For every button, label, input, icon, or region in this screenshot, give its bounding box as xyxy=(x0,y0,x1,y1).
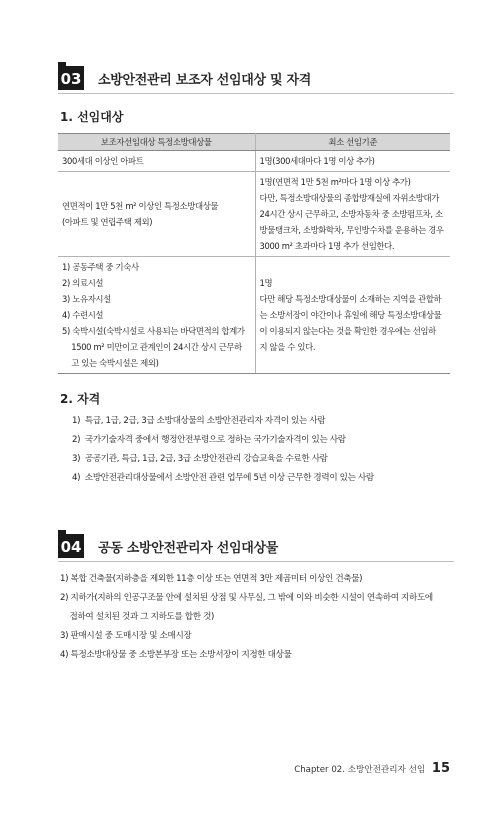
cell-text: 다만 해당 특정소방대상물이 소재하는 지역을 관할하 xyxy=(259,294,442,304)
table-cell xyxy=(255,172,450,257)
qualification-list xyxy=(72,412,374,488)
section-04-header xyxy=(58,534,454,562)
list-item: 4) 소방안전관리대상물에서 소방안전 관련 업무에 5년 이상 근무한 경력이 있는 사람 xyxy=(72,473,374,483)
chapter-label: Chapter 02. 소방안전관리자 선임 xyxy=(294,765,426,775)
list-item: 2) 국가기술자격 중에서 행정안전부령으로 정하는 국가기술자격이 있는 사람 xyxy=(72,435,346,445)
cell-text: 3) 노유자시설 xyxy=(62,294,111,304)
cell-text: 1명(연면적 1만 5천 m²마다 1명 이상 추가) xyxy=(259,177,411,187)
sub-heading-appointment-targets: 1. 선임대상 xyxy=(60,110,124,124)
appointment-table xyxy=(58,133,450,374)
list-item: 1) 특급, 1급, 2급, 3급 소방대상물의 소방안전관리자 자격이 있는 사람 xyxy=(72,416,326,426)
table-cell xyxy=(255,257,450,374)
column-header: 최소 선임기준 xyxy=(255,134,450,151)
cell-text: 는 소방서장이 야간이나 휴일에 해당 특정소방대상물 xyxy=(259,310,442,320)
list-item: 3) 공공기관, 특급, 1급, 2급, 3급 소방안전관리 강습교육을 수료한 사람 xyxy=(72,454,328,464)
cell-text: 다만, 특정소방대상물의 종합방재실에 자위소방대가 xyxy=(259,193,440,203)
cell-text: 1명(300세대마다 1명 이상 추가) xyxy=(259,156,375,166)
column-header: 보조자선임대상 특정소방대상물 xyxy=(58,134,255,151)
joint-manager-list xyxy=(60,570,433,665)
list-item: 4) 특정소방대상물 중 소방본부장 또는 소방서장이 지정한 대상물 xyxy=(60,650,292,660)
cell-text: 연면적이 1만 5천 m² 이상인 특정소방대상물 xyxy=(62,201,219,211)
cell-text: (아파트 및 연립주택 제외) xyxy=(62,217,153,227)
cell-text: 300세대 이상인 아파트 xyxy=(62,156,144,166)
cell-text: 지 않을 수 있다. xyxy=(259,342,316,352)
table-cell xyxy=(58,257,255,374)
list-item: 3) 판매시설 중 도매시장 및 소매시장 xyxy=(60,631,192,641)
cell-text: 1500 m² 미만이고 관계인이 24시간 상시 근무하 xyxy=(62,342,242,352)
table-cell xyxy=(58,151,255,172)
page-footer xyxy=(294,761,450,776)
cell-text: 방물탱크차, 소방화학차, 무인방수차를 운용하는 경우 xyxy=(259,225,444,235)
list-item: 1) 복합 건축물(지하층을 제외한 11층 이상 또는 연면적 3만 제곱미터 이상인 건축물) xyxy=(60,574,363,584)
cell-text: 고 있는 숙박시설은 제외) xyxy=(62,358,159,368)
section-number-badge: 03 xyxy=(58,66,84,90)
section-title: 소방안전관리 보조자 선임대상 및 자격 xyxy=(98,73,312,88)
table-row xyxy=(58,151,450,172)
section-03-header xyxy=(58,66,454,94)
cell-text: 24시간 상시 근무하고, 소방자동차 중 소방펌프차, 소 xyxy=(259,209,443,219)
cell-text: 2) 의료시설 xyxy=(62,278,104,288)
table-row xyxy=(58,257,450,374)
cell-text: 3000 m² 초과마다 1명 추가 선임한다. xyxy=(259,241,395,251)
table-cell xyxy=(58,172,255,257)
cell-text: 1명 xyxy=(259,278,273,288)
list-item: 접하여 설치된 것과 그 지하도를 합한 것) xyxy=(60,612,215,622)
cell-text: 5) 숙박시설(숙박시설로 사용되는 바닥면적의 합계가 xyxy=(62,326,245,336)
cell-text: 1) 공동주택 중 기숙사 xyxy=(62,262,139,272)
table-header-row xyxy=(58,134,450,151)
page-number: 15 xyxy=(431,761,450,776)
table-cell xyxy=(255,151,450,172)
table-row xyxy=(58,172,450,257)
section-number-badge: 04 xyxy=(58,534,84,558)
cell-text: 이 이용되지 않는다는 것을 확인한 경우에는 선임하 xyxy=(259,326,436,336)
sub-heading-qualifications: 2. 자격 xyxy=(60,392,101,406)
cell-text: 4) 수련시설 xyxy=(62,310,104,320)
list-item: 2) 지하가(지하의 인공구조물 안에 설치된 상점 및 사무실, 그 밖에 이와 비슷한 시설이 연속하여 지하도에 xyxy=(60,593,433,603)
section-title: 공동 소방안전관리자 선임대상물 xyxy=(98,541,279,556)
